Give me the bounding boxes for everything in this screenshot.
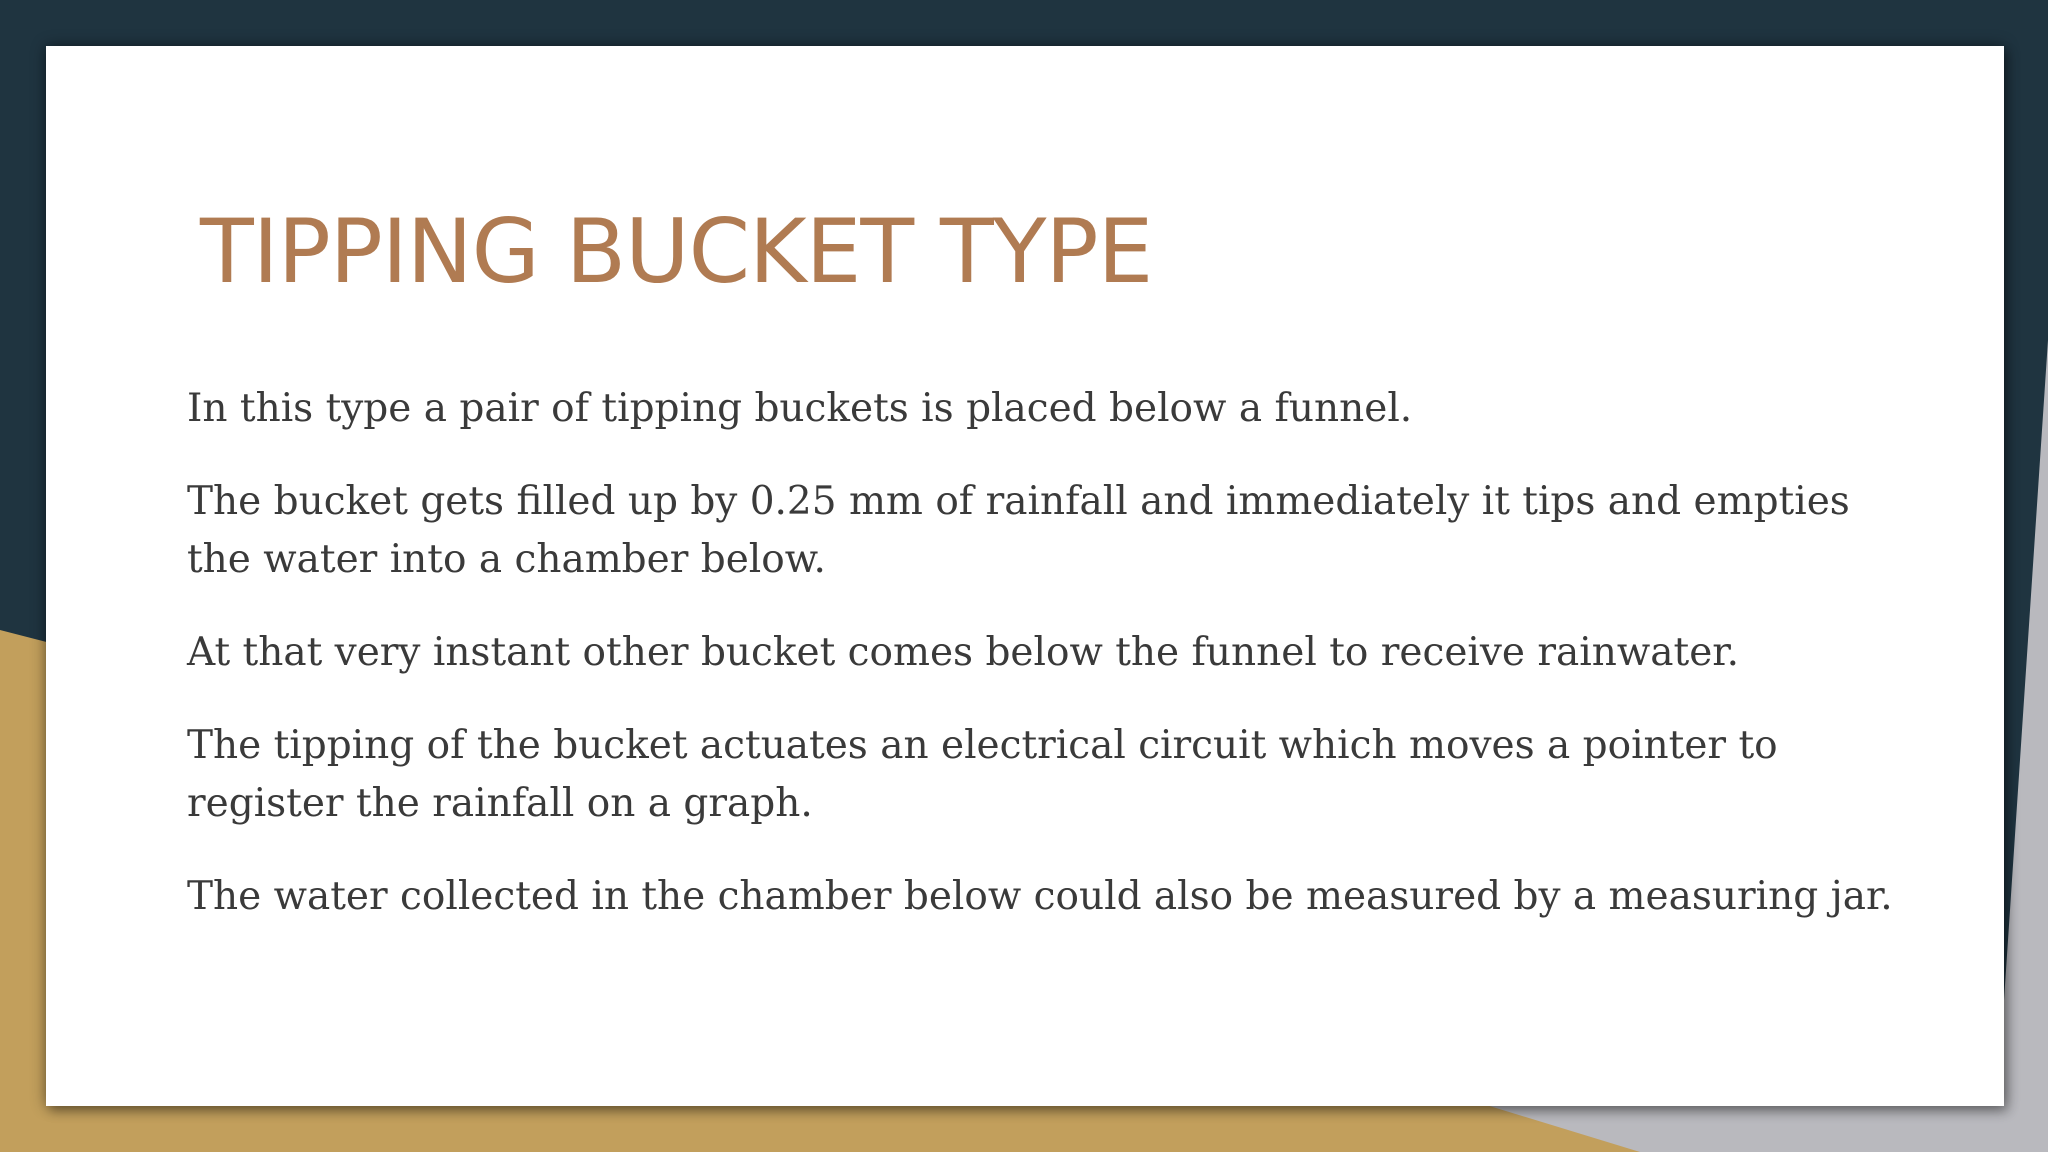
paragraph-3: At that very instant other bucket comes below the funnel to receive rainwater. — [187, 630, 1740, 675]
paragraph-4: The tipping of the bucket actuates an electrical circuit which moves a pointer to register the rainfall on a graph. — [187, 723, 1778, 826]
slide-content-card — [46, 46, 2004, 1106]
paragraph-5: The water collected in the chamber below could also be measured by a measuring jar. — [187, 874, 1893, 919]
slide-title: TIPPING BUCKET TYPE — [200, 200, 1153, 303]
paragraph-2: The bucket gets filled up by 0.25 mm of rainfall and immediately it tips and empties the water into a chamber below. — [187, 479, 1850, 582]
paragraph-1: In this type a pair of tipping buckets is placed below a funnel. — [187, 386, 1413, 431]
slide-body — [187, 380, 1907, 961]
